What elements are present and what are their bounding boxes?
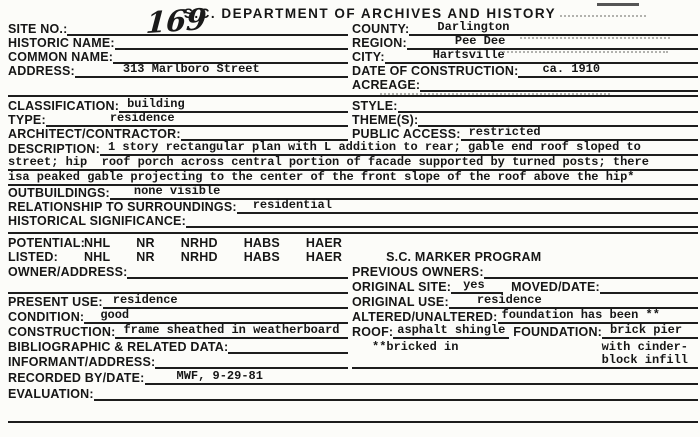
- field-altered-value: foundation has been **: [501, 308, 660, 322]
- field-description-line1: 1 story rectangular plan with L addition to rear; gable end roof sloped to: [108, 140, 641, 154]
- field-address-value: 313 Marlboro Street: [122, 62, 260, 76]
- field-roof-label: ROOF:: [352, 325, 394, 339]
- field-style-label: STYLE:: [352, 99, 398, 113]
- field-type-label: TYPE:: [8, 113, 46, 127]
- field-informant-label: INFORMANT/ADDRESS:: [8, 355, 156, 369]
- field-date-of-construction-label: DATE OF CONSTRUCTION:: [352, 64, 519, 78]
- potential-item-nrhd: NRHD: [180, 236, 218, 250]
- sc-marker-program-label: S.C. MARKER PROGRAM: [386, 250, 542, 264]
- field-foundation-value: brick pier: [610, 323, 683, 337]
- field-foundation-label: FOUNDATION:: [513, 325, 603, 339]
- field-recorded-by-label: RECORDED BY/DATE:: [8, 371, 145, 385]
- field-classification-value: building: [127, 97, 185, 111]
- field-historic-name-label: HISTORIC NAME:: [8, 36, 115, 50]
- scan-artifact: [380, 93, 610, 95]
- potential-item-nhl: NHL: [84, 236, 111, 250]
- field-roof-foundation: [352, 324, 698, 339]
- form-bottom-line: [8, 421, 698, 423]
- field-type-value: residence: [109, 111, 175, 125]
- field-classification-label: CLASSIFICATION:: [8, 99, 120, 113]
- footnote-block-infill: block infill: [601, 353, 688, 367]
- field-potential: [8, 236, 698, 250]
- field-common-name-label: COMMON NAME:: [8, 50, 114, 64]
- field-moved-date-label: MOVED/DATE:: [511, 280, 600, 294]
- listed-item-haer: HAER: [305, 250, 343, 264]
- field-original-site-label: ORIGINAL SITE:: [352, 280, 452, 294]
- scan-artifact: [500, 51, 668, 53]
- field-acreage-label: ACREAGE:: [352, 78, 421, 92]
- potential-item-habs: HABS: [243, 236, 280, 250]
- field-original-use-value: residence: [476, 293, 542, 307]
- potential-item-nr: NR: [136, 236, 155, 250]
- field-original-site-value: yes: [463, 278, 485, 292]
- field-bibliographic-label: BIBLIOGRAPHIC & RELATED DATA:: [8, 340, 229, 354]
- row-acreage: [8, 78, 698, 92]
- field-site-no-label: SITE NO.:: [8, 22, 68, 36]
- field-surroundings-label: RELATIONSHIP TO SURROUNDINGS:: [8, 200, 237, 214]
- field-description-label: DESCRIPTION:: [8, 142, 100, 156]
- field-historical-significance-label: HISTORICAL SIGNIFICANCE:: [8, 214, 186, 228]
- scan-artifact: [560, 15, 646, 17]
- section-divider: [8, 232, 698, 234]
- field-altered-label: ALTERED/UNALTERED:: [352, 310, 498, 324]
- field-city-label: CITY:: [352, 50, 385, 64]
- page-title: S.C. DEPARTMENT OF ARCHIVES AND HISTORY: [183, 6, 557, 21]
- field-historical-significance: [8, 214, 698, 228]
- field-condition-label: CONDITION:: [8, 310, 85, 324]
- field-region-value: Pee Dee: [454, 34, 506, 48]
- field-date-of-construction-value: ca. 1910: [542, 62, 601, 76]
- field-outbuildings-label: OUTBUILDINGS:: [8, 186, 110, 200]
- listed-item-nrhd: NRHD: [180, 250, 218, 264]
- field-original-use-label: ORIGINAL USE:: [352, 295, 449, 309]
- scan-artifact: [597, 3, 639, 6]
- listed-item-habs: HABS: [243, 250, 280, 264]
- field-previous-owners-label: PREVIOUS OWNERS:: [352, 265, 484, 279]
- field-evaluation: [8, 385, 698, 401]
- listed-item-nr: NR: [136, 250, 155, 264]
- field-owner-address-label: OWNER/ADDRESS:: [8, 265, 128, 279]
- field-description-line3: isa peaked gable projecting to the center of the front slope of the roof above the hip*: [8, 170, 635, 184]
- field-present-use-label: PRESENT USE:: [8, 295, 103, 309]
- field-region-label: REGION:: [352, 36, 407, 50]
- field-construction-value: frame sheathed in weatherboard: [123, 323, 340, 337]
- field-listed-label: LISTED:: [8, 250, 59, 264]
- field-county-label: COUNTY:: [352, 22, 410, 36]
- potential-item-haer: HAER: [305, 236, 343, 250]
- handwritten-site-number: 169: [144, 1, 208, 41]
- field-architect-label: ARCHITECT/CONTRACTOR:: [8, 127, 181, 141]
- footnote-with-cinder: with cinder-: [601, 340, 688, 354]
- field-city-value: Hartsville: [432, 48, 505, 62]
- field-potential-label: POTENTIAL:: [8, 236, 85, 250]
- scan-artifact: [520, 37, 670, 39]
- field-roof-value: asphalt shingle: [397, 323, 506, 337]
- field-condition-value: good: [100, 308, 130, 322]
- field-acreage: [352, 78, 698, 92]
- listed-item-nhl: NHL: [84, 250, 111, 264]
- row-construction-roof: [8, 324, 698, 339]
- row-condition-altered: [8, 309, 698, 324]
- field-address-label: ADDRESS:: [8, 64, 75, 78]
- field-outbuildings-value: none visible: [133, 184, 221, 198]
- field-public-access-label: PUBLIC ACCESS:: [352, 127, 461, 141]
- field-recorded-by-value: MWF, 9-29-81: [176, 369, 263, 383]
- field-evaluation-label: EVALUATION:: [8, 387, 94, 401]
- field-themes-label: THEME(S):: [352, 113, 419, 127]
- field-public-access-value: restricted: [468, 125, 541, 139]
- field-construction-label: CONSTRUCTION:: [8, 325, 116, 339]
- footnote-bricked-in: **bricked in: [372, 340, 459, 354]
- field-address: [8, 64, 348, 78]
- field-present-use-value: residence: [112, 293, 178, 307]
- field-description-line2: street; hip roof porch across central portion of facade supported by turned posts; there: [8, 155, 649, 169]
- field-surroundings-value: residential: [252, 198, 332, 212]
- field-county-value: Darlington: [437, 20, 510, 34]
